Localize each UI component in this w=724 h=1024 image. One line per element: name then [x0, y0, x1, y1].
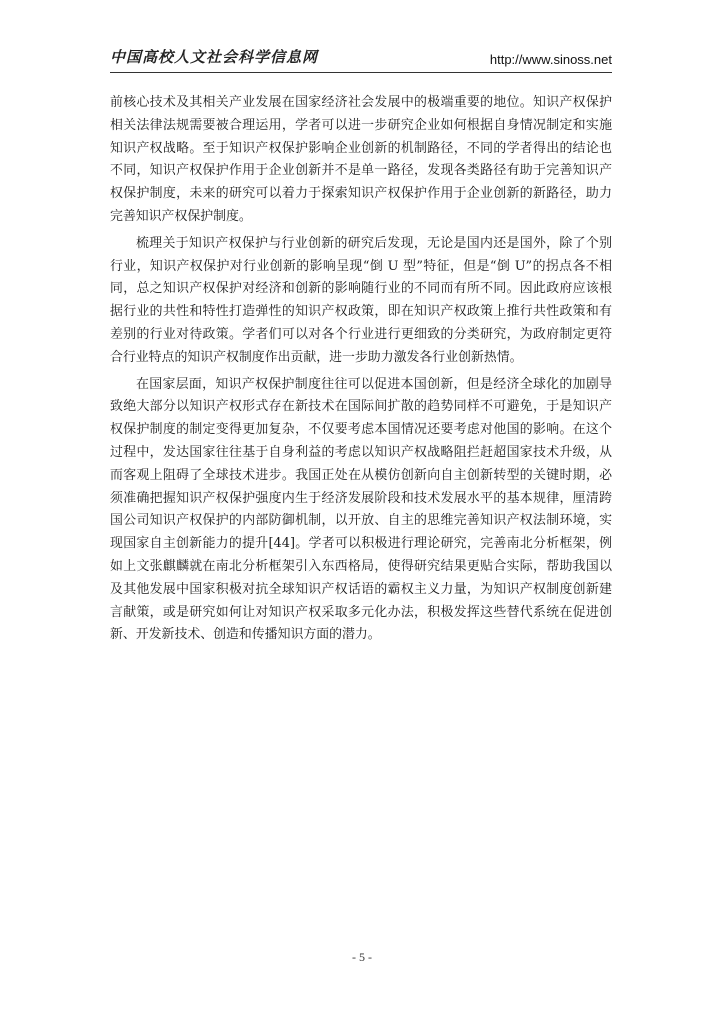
header-divider	[110, 72, 612, 73]
paragraph-3: 在国家层面，知识产权保护制度往往可以促进本国创新，但是经济全球化的加剧导致绝大部分以知识产权形式存在新技术在国际间扩散的趋势同样不可避免，于是知识产权保护制度的制定变得更加复杂，不仅要考虑本国情况还要考虑对他国的影响。在这个过程中，发达国家往往基于自身利益的考虑以知识产权战略阻拦赶超国家技术升级，从而客观上阻碍了全球技术进步。我国正处在从模仿创新向自主创新转型的关键时期，必须准确把握知识产权保护强度内生于经济发展阶段和技术发展水平的基本规律，厘清跨国公司知识产权保护的内部防御机制，以开放、自主的思维完善知识产权法制环境，实现国家自主创新能力的提升[44]。学者可以积极进行理论研究，完善南北分析框架，例如上文张麒麟就在南北分析框架引入东西格局，使得研究结果更贴合实际，帮助我国以及其他发展中国家积极对抗全球知识产权话语的霸权主义力量，为知识产权制度创新建言献策，或是研究如何让对知识产权采取多元化办法，积极发挥这些替代系统在促进创新、开发新技术、创造和传播知识方面的潜力。	[110, 376, 612, 643]
article-body	[110, 92, 612, 651]
site-url: http://www.sinoss.net	[489, 52, 612, 67]
paragraph-2: 梳理关于知识产权保护与行业创新的研究后发现，无论是国内还是国外，除了个别行业，知识产权保护对行业创新的影响呈现“倒 U 型”特征，但是“倒 U”的拐点各不相同，总之知识产权保护对经济和创新的影响随行业的不同而有所不同。因此政府应该根据行业的共性和特性打造弹性的知识产权政策，即在知识产权政策上推行共性政策和有差别的行业对待政策。学者们可以对各个行业进行更细致的分类研究，为政府制定更符合行业特点的知识产权制度作出贡献，进一步助力激发各行业创新热情。	[110, 235, 612, 365]
page-number: - 5 -	[352, 950, 372, 964]
site-logo-text: 中国高校人文社会科学信息网	[110, 48, 319, 66]
page-header	[110, 44, 612, 70]
paragraph-1: 前核心技术及其相关产业发展在国家经济社会发展中的极端重要的地位。知识产权保护相关法律法规需要被合理运用，学者可以进一步研究企业如何根据自身情况制定和实施知识产权战略。至于知识产权保护影响企业创新的机制路径，不同的学者得出的结论也不同，知识产权保护作用于企业创新并不是单一路径，发现各类路径有助于完善知识产权保护制度，未来的研究可以着力于探索知识产权保护作用于企业创新的新路径，助力完善知识产权保护制度。	[110, 95, 612, 224]
